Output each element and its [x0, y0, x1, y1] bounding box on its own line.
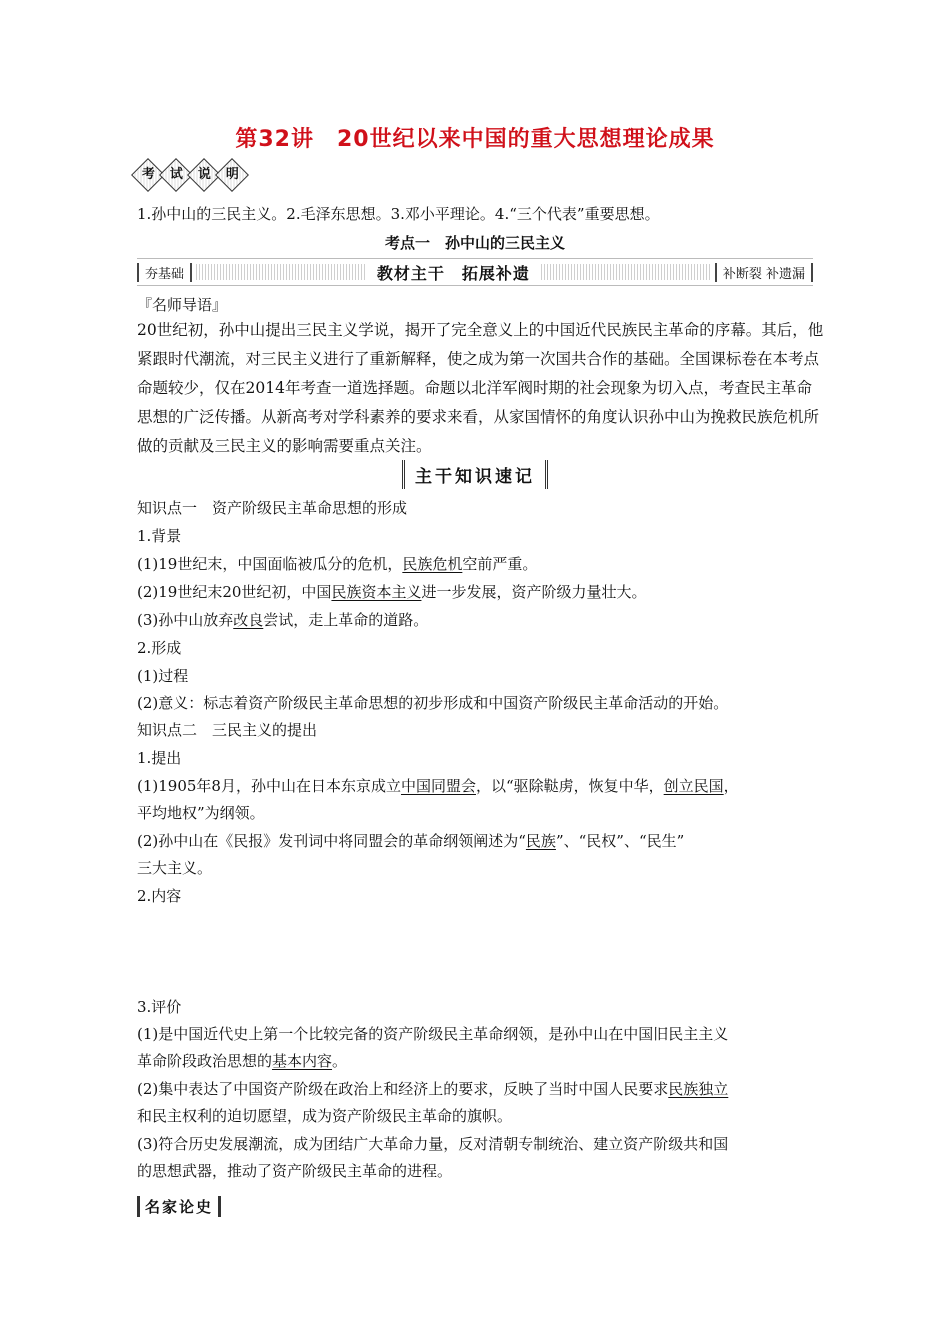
badge-char: 说: [187, 158, 221, 192]
exam-items: 1.孙中山的三民主义。2.毛泽东思想。3.邓小平理论。4.“三个代表”重要思想。: [137, 205, 660, 223]
kp1-process: (1)过程: [137, 667, 189, 685]
section-heading-wrap: [0, 460, 950, 489]
page-title: 第32讲 20世纪以来中国的重大思想理论成果: [235, 127, 715, 152]
banner-right: 补断裂 补遗漏: [715, 263, 813, 282]
section-heading: 主干知识速记: [402, 460, 548, 489]
kp1-item-3: (3)孙中山放弃改良尝试，走上革命的道路。: [137, 611, 429, 629]
guide-text: 20世纪初，孙中山提出三民主义学说，揭开了完全意义上的中国近代民族民主革命的序幕。其后，他紧跟时代潮流，对三民主义进行了重新解释，使之成为第一次国共合作的基础。全国课标卷在本考点命题较少，仅在2014年考查一道选择题。命题以北洋军阀时期的社会现象为切入点，考查民主革命思想的广泛传播。从新高考对学科素养的要求来看，从家国情怀的角度认识孙中山为挽救民族危机所做的贡献及三民主义的影响需要重点关注。: [137, 321, 824, 455]
badge-char: 明: [215, 158, 249, 192]
kp2-evaluation: 3.评价: [137, 998, 182, 1016]
section-banner: [137, 258, 813, 286]
kp1-item-2: (2)19世纪末20世纪初，中国民族资本主义进一步发展，资产阶级力量壮大。: [137, 583, 647, 601]
kp2-eval-1: (1)是中国近代史上第一个比较完备的资产阶级民主革命纲领，是孙中山在中国旧民主主义: [137, 1025, 729, 1043]
kp2-heading: 知识点二 三民主义的提出: [137, 721, 318, 739]
kp2-eval-3-cont: 的思想武器，推动了资产阶级民主革命的进程。: [137, 1162, 453, 1180]
kp1-significance: (2)意义：标志着资产阶级民主革命思想的初步形成和中国资产阶级民主革命活动的开始。: [137, 694, 729, 712]
guide-label: 『名师导语』: [137, 296, 228, 314]
kp2-eval-1-cont: 革命阶段政治思想的基本内容。: [137, 1052, 348, 1070]
kp1-item-1: (1)19世纪末，中国面临被瓜分的危机，民族危机空前严重。: [137, 555, 538, 573]
kp2-proposal: 1.提出: [137, 749, 182, 767]
kp2-eval-2-cont: 和民主权利的迫切愿望，成为资产阶级民主革命的旗帜。: [137, 1107, 513, 1125]
kp2-content: 2.内容: [137, 887, 182, 905]
banner-center-strip: [196, 263, 711, 283]
banner-left: 夯基础: [137, 263, 192, 282]
kp2-eval-3: (3)符合历史发展潮流，成为团结广大革命力量，反对清朝专制统治、建立资产阶级共和国: [137, 1135, 729, 1153]
kp2-eval-2: (2)集中表达了中国资产阶级在政治上和经济上的要求，反映了当时中国人民要求民族独立: [137, 1080, 729, 1098]
badge-char: 试: [159, 158, 193, 192]
topic-heading: 考点一 孙中山的三民主义: [384, 234, 565, 252]
kp2-item-2: (2)孙中山在《民报》发刊词中将同盟会的革命纲领阐述为“民族”、“民权”、“民生”: [137, 832, 685, 850]
banner-center: 教材主干 拓展补遗: [367, 261, 540, 284]
badge-char: 考: [131, 158, 165, 192]
kp2-item-2-cont: 三大主义。: [137, 859, 213, 877]
kp2-item-1: (1)1905年8月，孙中山在日本东京成立中国同盟会，以“驱除鞑虏，恢复中华，创立民国，: [137, 777, 739, 795]
exam-badge: [136, 163, 248, 191]
kp1-background: 1.背景: [137, 527, 182, 545]
kp1-formation: 2.形成: [137, 639, 182, 657]
famous-historians-label: 名家论史: [137, 1196, 221, 1217]
kp2-item-1-cont: 平均地权”为纲领。: [137, 804, 265, 822]
kp1-heading: 知识点一 资产阶级民主革命思想的形成: [137, 499, 408, 517]
